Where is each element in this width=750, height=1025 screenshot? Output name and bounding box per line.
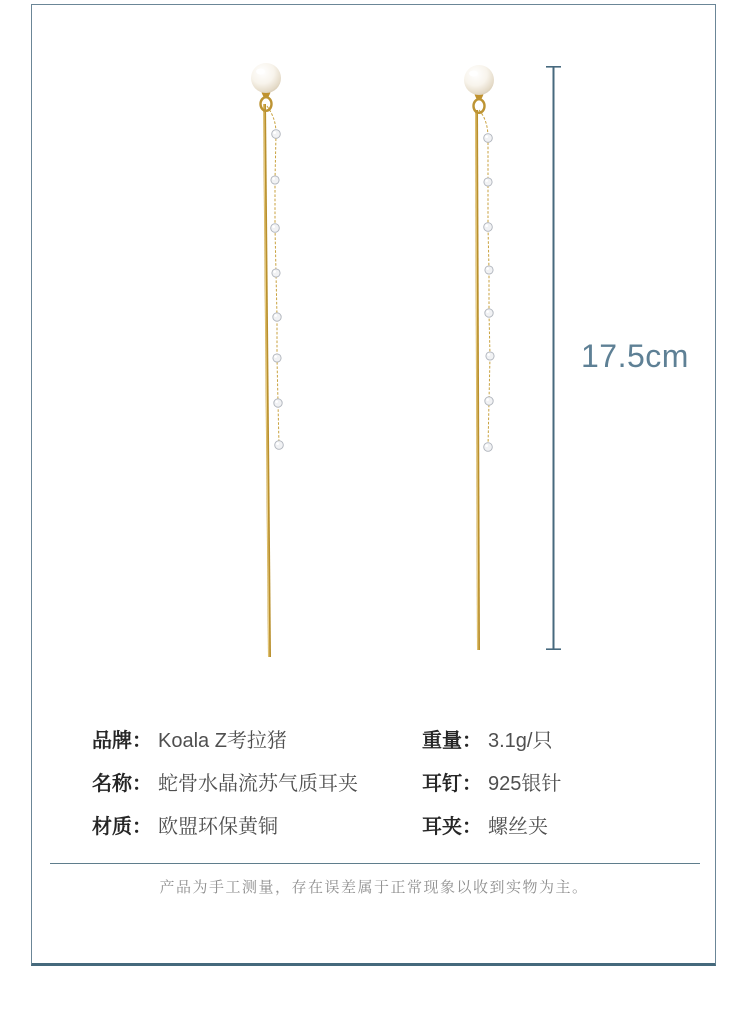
spec-label: 品牌： [92, 730, 152, 752]
measurement-label: 17.5cm [581, 338, 689, 374]
spec-label: 材质： [92, 816, 152, 838]
spec-column-left [92, 728, 358, 857]
spec-value: 蛇骨水晶流苏气质耳夹 [158, 773, 358, 795]
crystal-beads [484, 134, 494, 452]
spec-row-pin [422, 771, 561, 797]
spec-row-brand [92, 728, 358, 754]
divider-line [50, 863, 700, 864]
spec-label: 耳钉： [422, 773, 482, 795]
spec-row-name [92, 771, 358, 797]
spec-value: 欧盟环保黄铜 [158, 816, 278, 838]
spec-value: 3.1g/只 [488, 730, 553, 752]
spec-row-clip [422, 814, 561, 840]
spec-value: Koala Z考拉猪 [158, 730, 287, 752]
spec-label: 重量： [422, 730, 482, 752]
spec-row-weight [422, 728, 561, 754]
pearl-highlight [469, 71, 478, 77]
spec-column-right [422, 728, 561, 857]
pearl [464, 65, 494, 95]
earring-right-icon [464, 65, 494, 650]
earring-left-icon [251, 63, 283, 657]
spec-row-material [92, 814, 358, 840]
measurement-line-icon [546, 66, 561, 650]
spec-value: 925银针 [488, 773, 562, 795]
pearl-highlight [256, 69, 265, 75]
spec-label: 耳夹： [422, 816, 482, 838]
measurement-note: 产品为手工测量，存在误差属于正常现象以收到实物为主。 [159, 879, 589, 896]
spec-value: 螺丝夹 [488, 816, 548, 838]
spec-label: 名称： [92, 773, 152, 795]
pearl [251, 63, 281, 93]
snake-chain [265, 104, 270, 657]
